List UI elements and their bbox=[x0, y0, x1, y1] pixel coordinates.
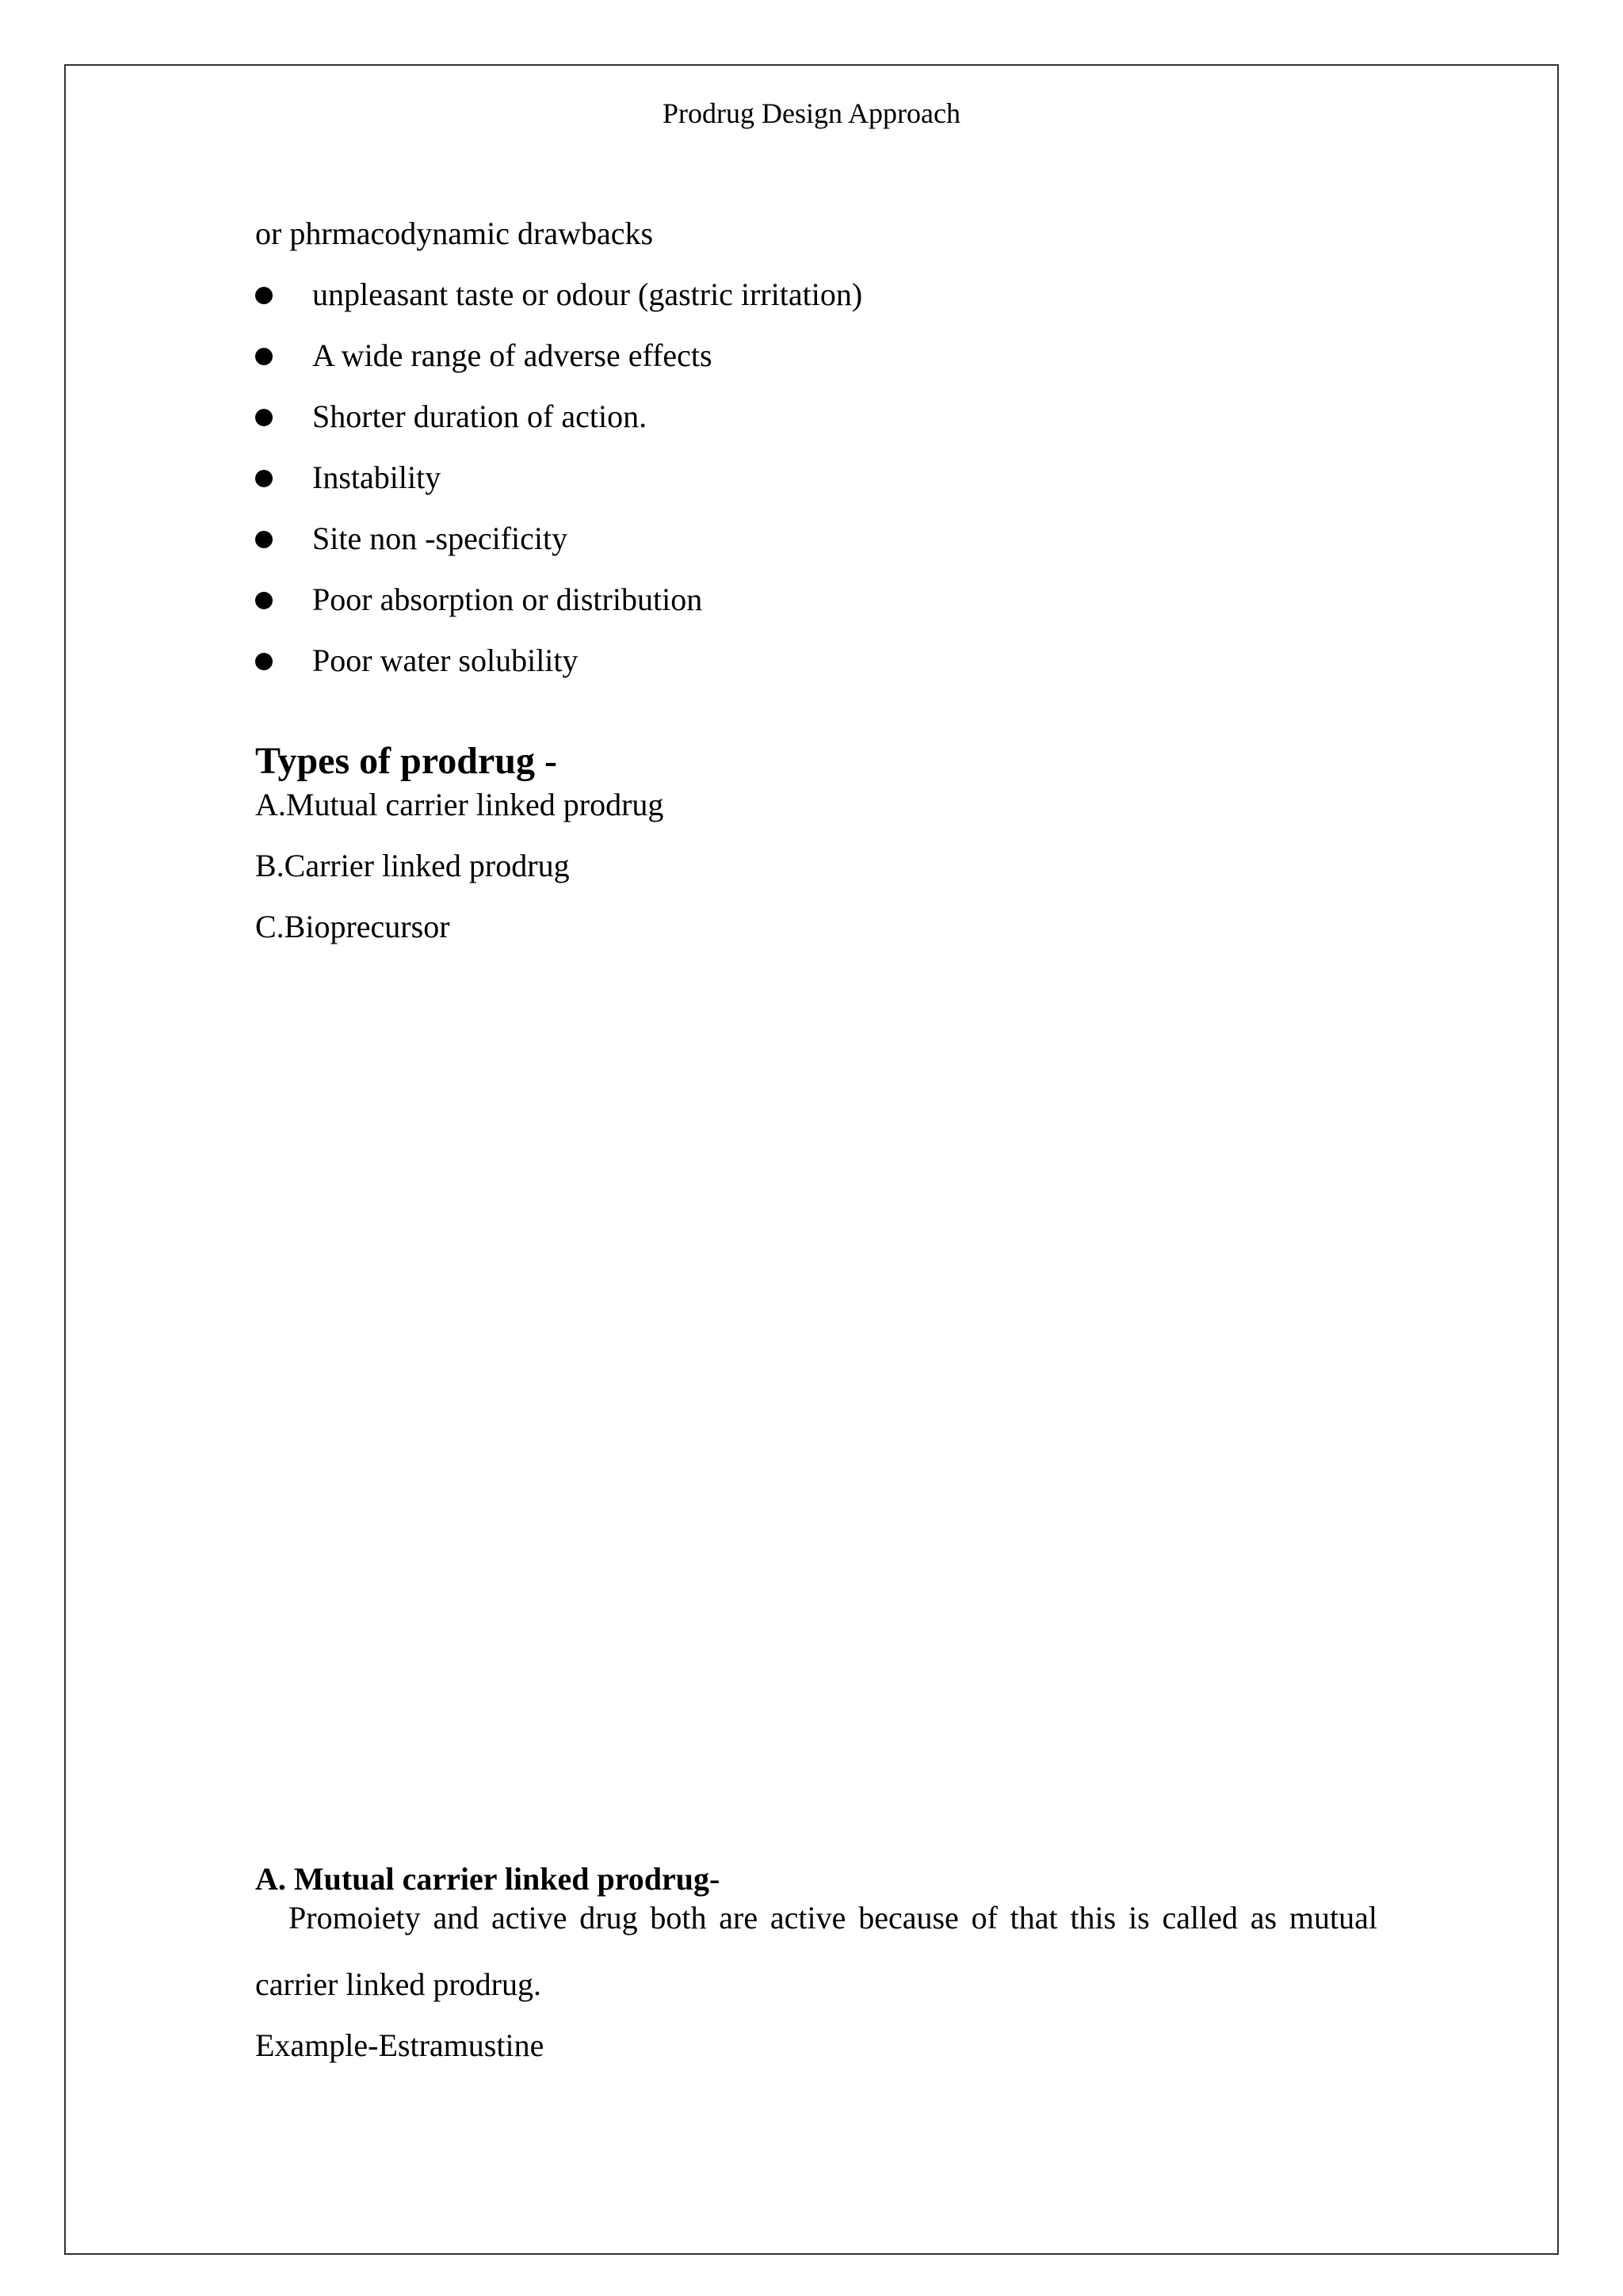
list-item-text: Poor water solubility bbox=[312, 643, 579, 678]
example-text: Example-Estramustine bbox=[255, 2027, 544, 2063]
bullet-icon bbox=[255, 592, 273, 609]
bullet-icon bbox=[255, 409, 273, 426]
bullet-icon bbox=[255, 653, 273, 670]
types-heading: Types of prodrug - bbox=[255, 740, 557, 782]
list-item-text: Site non -specificity bbox=[312, 521, 568, 556]
types-item-c: C.Bioprecursor bbox=[255, 909, 450, 944]
bullet-icon bbox=[255, 348, 273, 365]
list-item-text: Shorter duration of action. bbox=[312, 399, 647, 434]
bullet-icon bbox=[255, 470, 273, 487]
types-item-a: A.Mutual carrier linked prodrug bbox=[255, 787, 664, 822]
list-item-text: A wide range of adverse effects bbox=[312, 338, 712, 373]
list-item-text: Poor absorption or distribution bbox=[312, 582, 703, 617]
mutual-carrier-paragraph-line1: Promoiety and active drug both are active because of that this is called as mutual bbox=[288, 1900, 1377, 1936]
bullet-icon bbox=[255, 531, 273, 548]
list-item-text: Instability bbox=[312, 460, 441, 495]
list-item-text: unpleasant taste or odour (gastric irritation) bbox=[312, 277, 863, 312]
intro-continuation: or phrmacodynamic drawbacks bbox=[255, 215, 654, 251]
mutual-carrier-heading: A. Mutual carrier linked prodrug- bbox=[255, 1861, 720, 1897]
mutual-carrier-paragraph-line2: carrier linked prodrug. bbox=[255, 1966, 541, 2002]
types-item-b: B.Carrier linked prodrug bbox=[255, 848, 570, 883]
bullet-icon bbox=[255, 287, 273, 304]
running-header: Prodrug Design Approach bbox=[663, 97, 960, 129]
